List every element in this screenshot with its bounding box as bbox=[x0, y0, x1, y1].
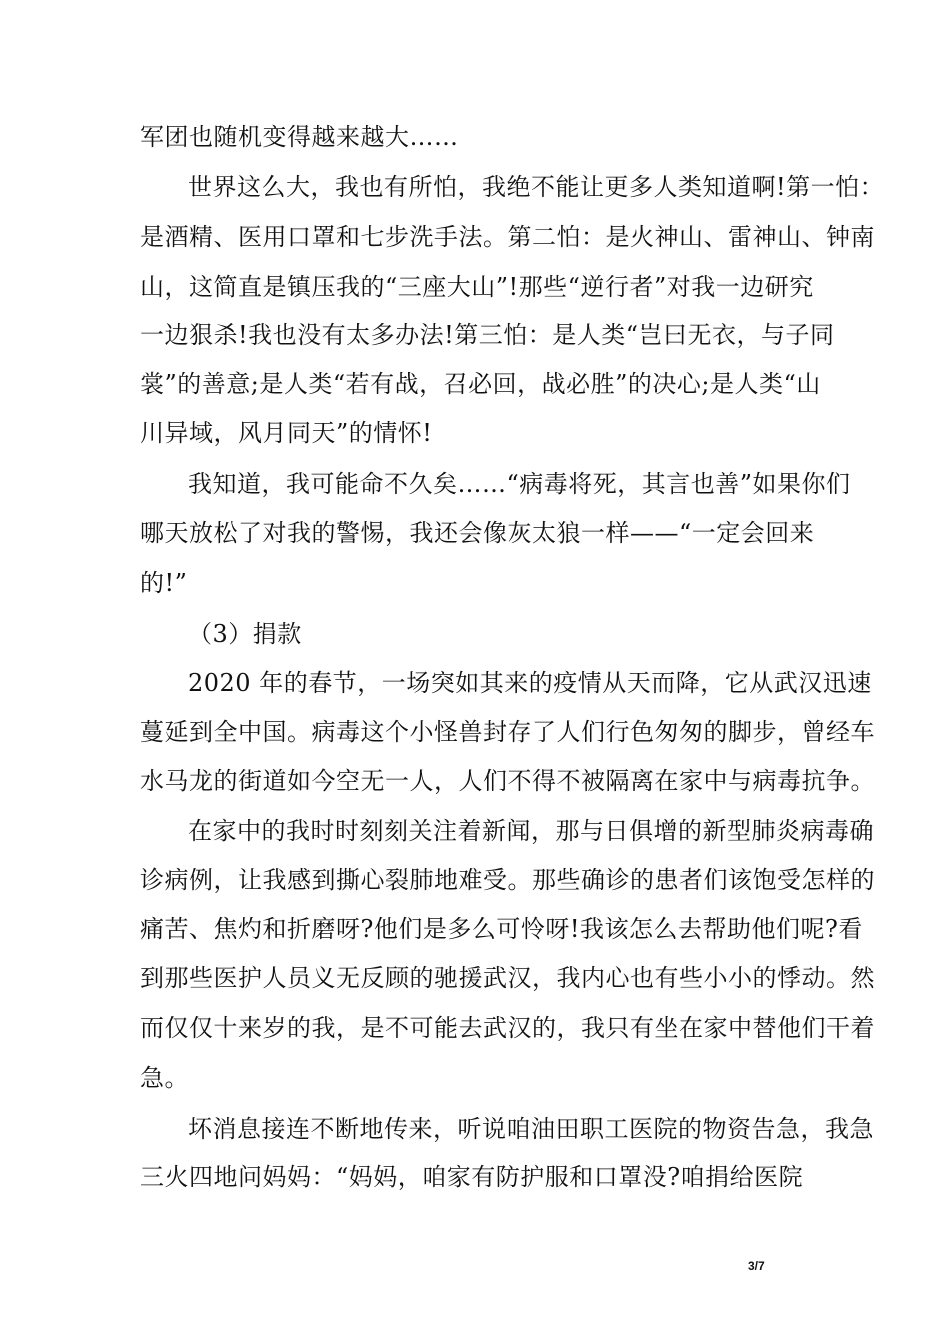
text-line-1: 军团也随机变得越来越大…… bbox=[140, 123, 459, 151]
text-line-17: 到那些医护人员义无反顾的驰援武汉，我内心也有些小小的悸动。然 bbox=[140, 964, 875, 992]
text-line-10: 的!” bbox=[140, 569, 188, 597]
text-line-3: 是酒精、医用口罩和七步洗手法。第二怕：是火神山、雷神山、钟南 bbox=[140, 223, 875, 251]
text-line-12: 蔓延到全中国。病毒这个小怪兽封存了人们行色匆匆的脚步，曾经车 bbox=[140, 718, 875, 746]
text-line-18: 而仅仅十来岁的我，是不可能去武汉的，我只有坐在家中替他们干着 bbox=[140, 1014, 875, 1042]
text-line-5: 一边狠杀!我也没有太多办法!第三怕：是人类“岂曰无衣，与子同 bbox=[140, 321, 835, 349]
text-line-2: 世界这么大，我也有所怕，我绝不能让更多人类知道啊!第一怕： bbox=[188, 173, 885, 201]
text-line-14: 在家中的我时时刻刻关注着新闻，那与日俱增的新型肺炎病毒确 bbox=[188, 817, 874, 845]
text-line-19: 急。 bbox=[140, 1064, 189, 1092]
section-heading: （3）捐款 bbox=[188, 620, 302, 648]
text-line-7: 川异域，风月同天”的情怀! bbox=[140, 419, 433, 447]
text-line-15: 诊病例，让我感到撕心裂肺地难受。那些确诊的患者们该饱受怎样的 bbox=[140, 866, 875, 894]
text-line-20: 坏消息接连不断地传来，听说咱油田职工医院的物资告急，我急 bbox=[188, 1115, 874, 1143]
text-line-21: 三火四地问妈妈：“妈妈，咱家有防护服和口罩没?咱捐给医院 bbox=[140, 1163, 804, 1191]
text-line-11: 2020 年的春节，一场突如其来的疫情从天而降，它从武汉迅速 bbox=[188, 669, 872, 697]
text-line-4: 山，这简直是镇压我的“三座大山”!那些“逆行者”对我一边研究 bbox=[140, 273, 814, 301]
page-number: 3/7 bbox=[748, 1259, 765, 1273]
text-line-9: 哪天放松了对我的警惕，我还会像灰太狼一样——“一定会回来 bbox=[140, 519, 815, 547]
text-line-16: 痛苦、焦灼和折磨呀?他们是多么可怜呀!我该怎么去帮助他们呢?看 bbox=[140, 915, 863, 943]
text-line-13: 水马龙的街道如今空无一人，人们不得不被隔离在家中与病毒抗争。 bbox=[140, 767, 875, 795]
text-line-6: 裳”的善意;是人类“若有战，召必回，战必胜”的决心;是人类“山 bbox=[140, 370, 821, 398]
text-line-8: 我知道，我可能命不久矣……“病毒将死，其言也善”如果你们 bbox=[188, 470, 851, 498]
